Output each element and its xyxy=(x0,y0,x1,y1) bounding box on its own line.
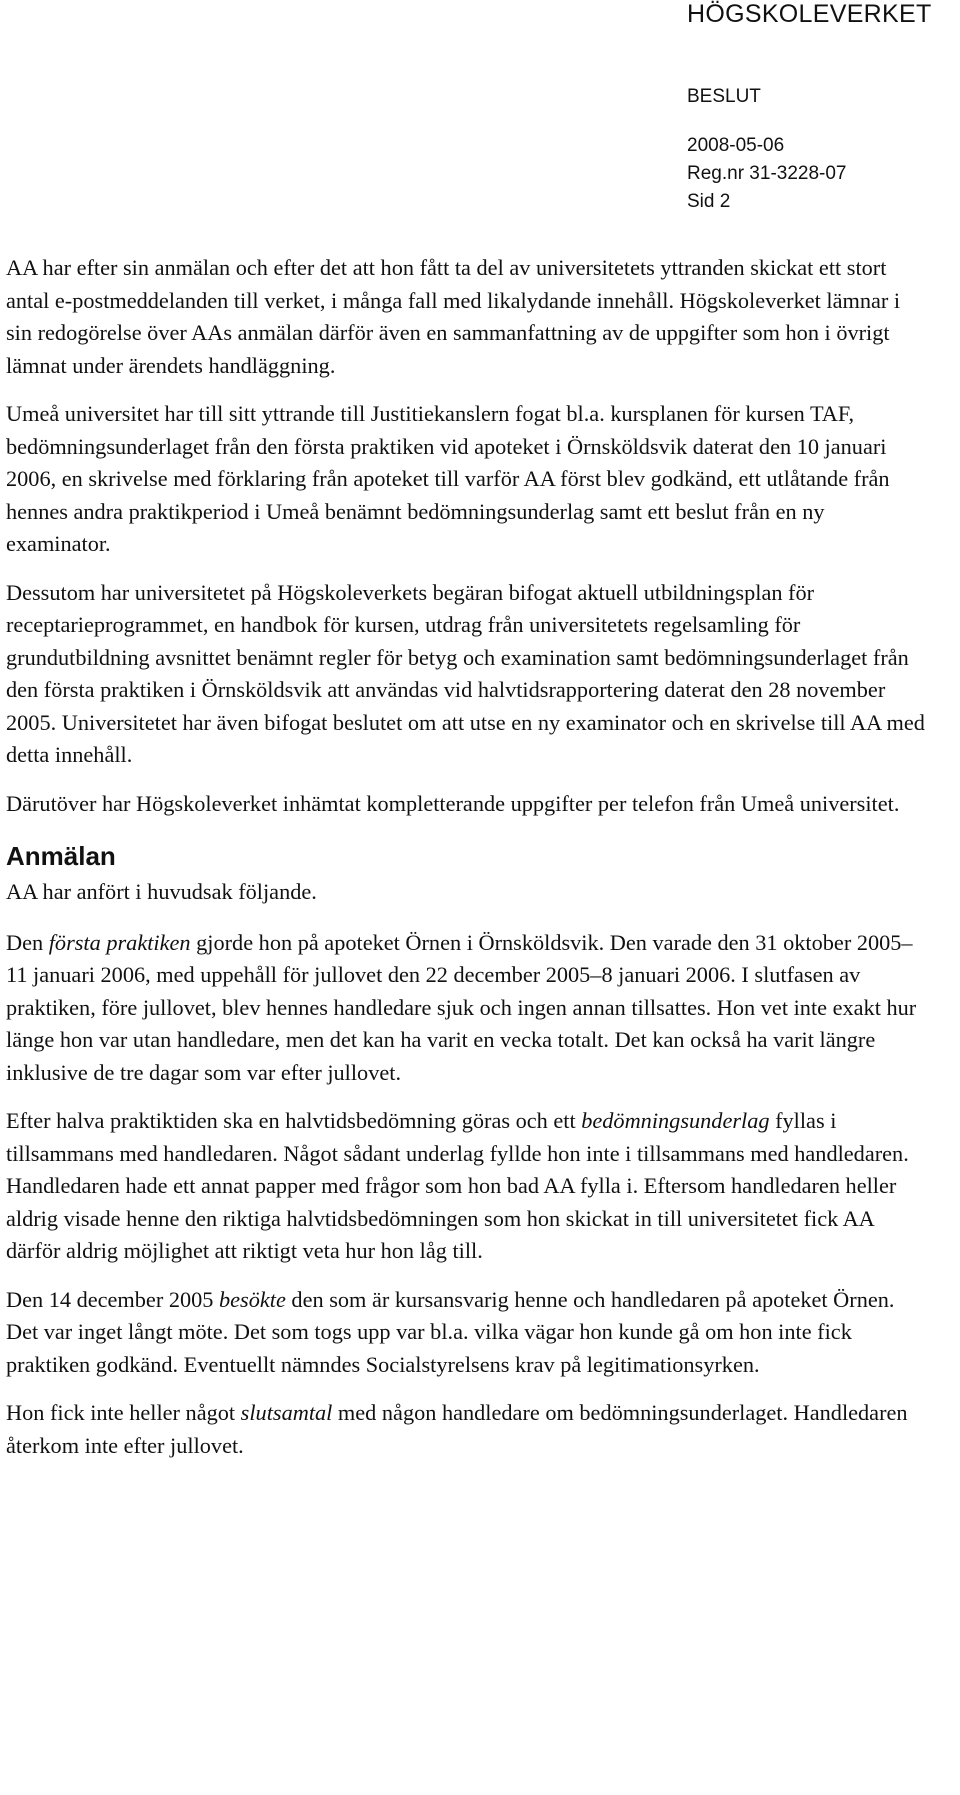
paragraph-8 xyxy=(6,1284,926,1382)
paragraph-9 xyxy=(6,1397,926,1462)
document-type: BESLUT xyxy=(687,86,761,107)
paragraph-8-text-a: Den 14 december 2005 xyxy=(6,1286,219,1312)
paragraph-1: AA har efter sin anmälan och efter det att hon fått ta del av universitetets yttranden skickat ett stort antal e-postmeddelanden till verket, i många fall med likalydande innehåll. Högskoleverket lämnar i sin redogörelse över AAs anmälan därför även en sammanfattning av de uppgifter som hon i övrigt lämnat under ärendets handläggning. xyxy=(6,255,901,378)
paragraph-9-emphasis: slutsamtal xyxy=(240,1400,333,1425)
paragraph-6-emphasis: första praktiken xyxy=(48,929,191,955)
paragraph-3: Dessutom har universitetet på Högskoleverkets begäran bifogat aktuell utbildningsplan för receptarieprogrammet, en handbok för kursen, utdrag från universitetets regelsamling för grundutbildning avsnittet benämnt regler för betyg och examination samt bedömningsunderlaget från den första praktiken i Örnsköldsvik att användas vid halvtidsrapportering daterat den 28 november 2005. Universitetet har även bifogat beslutet om att utse en ny examinator och en skrivelse till AA med detta innehåll. xyxy=(6,579,925,767)
document-date: 2008-05-06 xyxy=(687,135,785,156)
page-number: Sid 2 xyxy=(687,191,731,212)
paragraph-9-text-b: med någon handledare om bedömningsunderlaget. Handledaren återkom inte efter jullovet. xyxy=(6,1400,908,1458)
registration-number: Reg.nr 31-3228-07 xyxy=(687,163,847,184)
paragraph-8-text-b: den som är kursansvarig henne och handledaren på apoteket Örnen. Det var inget långt möte. Det som togs upp var bl.a. vilka vägar hon kunde gå om hon inte fick praktiken godkänd. Eventuellt nämndes Socialstyrelsens krav på legitimationsyrken. xyxy=(6,1286,895,1377)
document-meta xyxy=(687,86,847,216)
paragraph-7-text-b: fyllas i tillsammans med handledaren. Något sådant underlag fyllde hon inte i tillsammans med handledaren. Handledaren hade ett annat papper med frågor som hon bad AA fylla i. Eftersom handledaren heller aldrig visade henne den riktiga halvtidsbedömningen som hon skickat in till universitetet fick AA därför aldrig möjlighet att riktigt veta hur hon låg till. xyxy=(6,1108,909,1263)
organization-name: HÖGSKOLEVERKET xyxy=(687,0,932,28)
paragraph-7-emphasis: bedömningsunderlag xyxy=(581,1108,770,1133)
paragraph-7-text-a: Efter halva praktiktiden ska en halvtidsbedömning göras och ett xyxy=(6,1108,582,1133)
paragraph-2: Umeå universitet har till sitt yttrande till Justitiekanslern fogat bl.a. kursplanen för kursen TAF, bedömningsunderlaget från den första praktiken vid apoteket i Örnsköldsvik daterat den 10 januari 2006, en skrivelse med förklaring från apoteket till varför AA först blev godkänd, ett utlåtande från hennes andra praktikperiod i Umeå benämnt bedömningsunderlag samt ett beslut från en ny examinator. xyxy=(6,401,890,556)
paragraph-5: AA har anfört i huvudsak följande. xyxy=(6,879,317,904)
paragraph-6 xyxy=(6,927,926,1090)
paragraph-4: Därutöver har Högskoleverket inhämtat kompletterande uppgifter per telefon från Umeå universitet. xyxy=(6,790,900,816)
paragraph-6-text-a: Den xyxy=(6,929,49,955)
paragraph-6-text-b: gjorde hon på apoteket Örnen i Örnsköldsvik. Den varade den 31 oktober 2005–11 januari 2006, med uppehåll för jullovet den 22 december 2005–8 januari 2006. I slutfasen av praktiken, före jullovet, blev hennes handledare sjuk och ingen annan tillsattes. Hon vet inte exakt hur länge hon var utan handledare, men det kan ha varit en vecka totalt. Det kan också ha varit längre inklusive de tre dagar som var efter jullovet. xyxy=(6,929,917,1085)
paragraph-8-emphasis: besökte xyxy=(219,1286,286,1312)
document-body xyxy=(6,252,926,1478)
paragraph-9-text-a: Hon fick inte heller något xyxy=(6,1400,241,1425)
section-heading: Anmälan xyxy=(6,841,116,871)
paragraph-7 xyxy=(6,1105,926,1268)
